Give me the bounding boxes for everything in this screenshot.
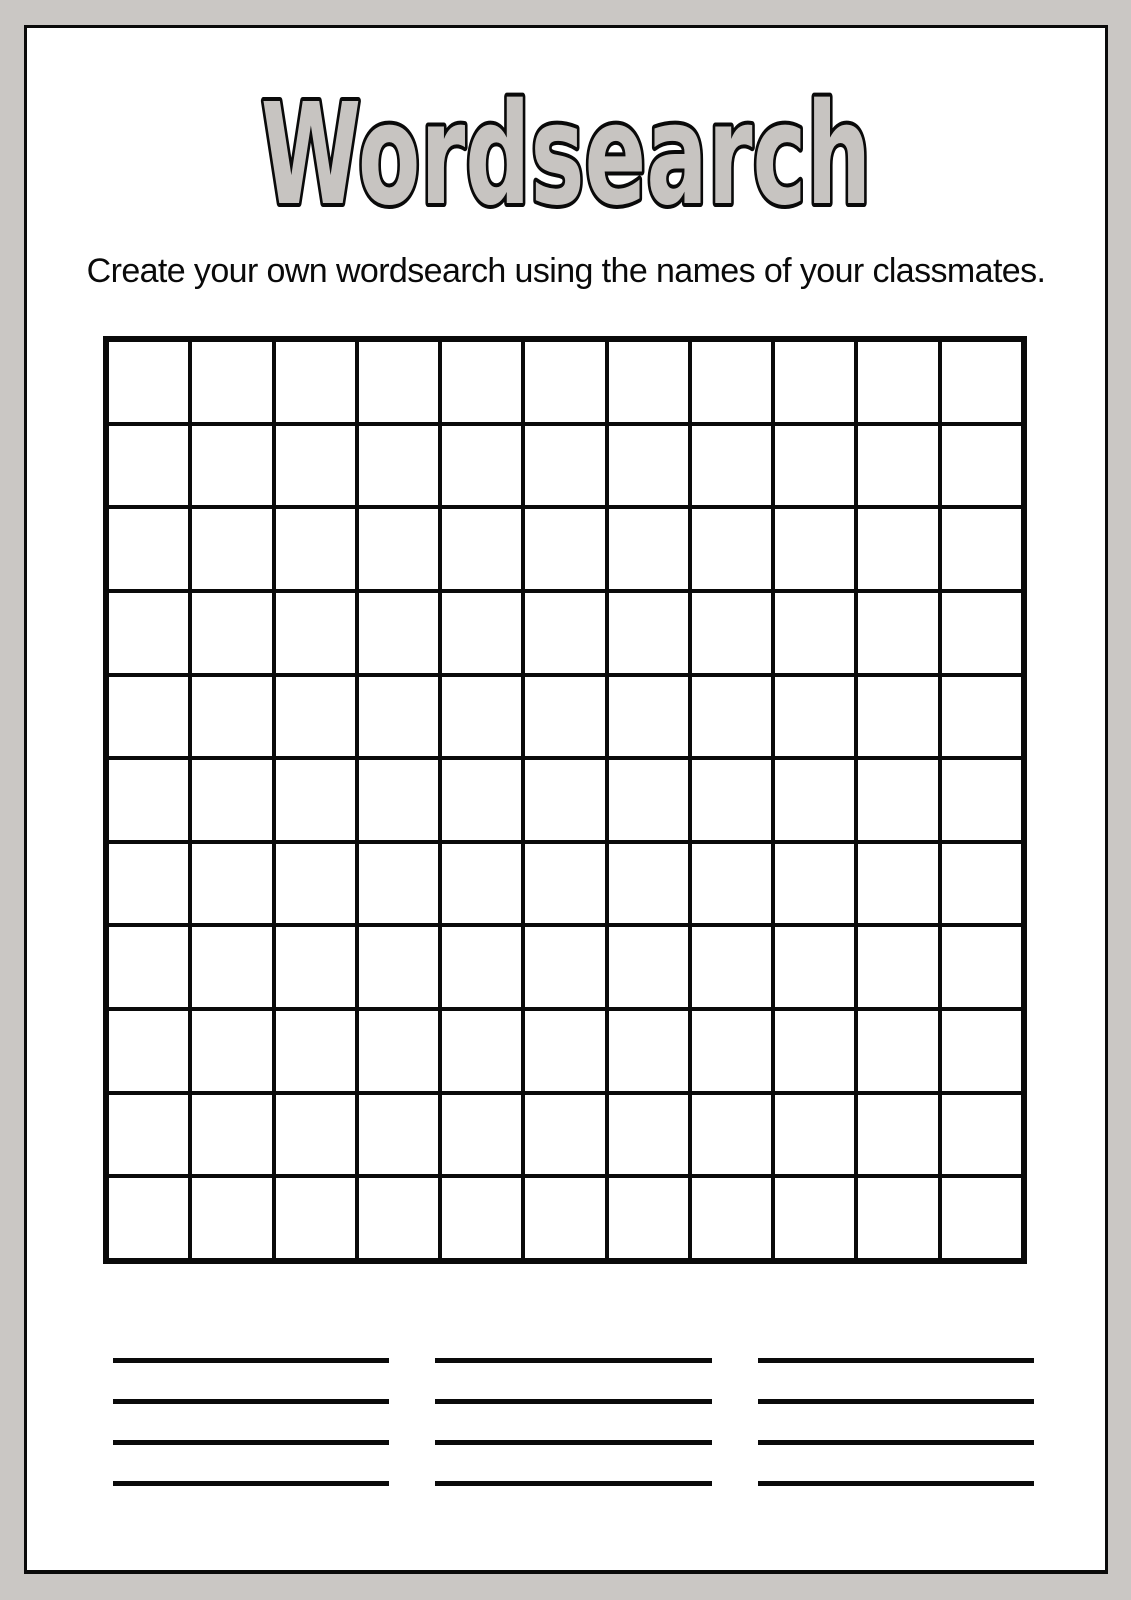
grid-cell xyxy=(192,1095,271,1175)
grid-cell xyxy=(525,342,604,422)
grid-cell xyxy=(192,927,271,1007)
grid-cell xyxy=(192,760,271,840)
answer-line xyxy=(435,1358,711,1363)
grid-cell xyxy=(442,342,521,422)
grid-cell xyxy=(359,593,438,673)
grid-cell xyxy=(609,1095,688,1175)
grid-cell xyxy=(525,593,604,673)
grid-cell xyxy=(858,1011,937,1091)
grid-cell xyxy=(858,1178,937,1258)
grid-cell xyxy=(858,760,937,840)
grid-cell xyxy=(442,1011,521,1091)
grid-cell xyxy=(109,509,188,589)
grid-cell xyxy=(775,1095,854,1175)
grid-cell xyxy=(609,844,688,924)
grid-cell xyxy=(192,1178,271,1258)
grid-cell xyxy=(609,509,688,589)
grid-cell xyxy=(525,927,604,1007)
grid-cell xyxy=(692,1178,771,1258)
grid-cell xyxy=(276,844,355,924)
grid-cell xyxy=(109,1095,188,1175)
grid-cell xyxy=(858,593,937,673)
answer-line xyxy=(113,1358,389,1363)
grid-cell xyxy=(858,927,937,1007)
grid-cell xyxy=(692,677,771,757)
wordsearch-grid xyxy=(103,336,1027,1264)
answer-line xyxy=(758,1440,1034,1445)
grid-cell xyxy=(525,426,604,506)
answer-line xyxy=(435,1440,711,1445)
grid-cell xyxy=(359,509,438,589)
grid-cell xyxy=(109,593,188,673)
grid-cell xyxy=(775,1178,854,1258)
grid-cell xyxy=(525,760,604,840)
grid-cell xyxy=(276,1011,355,1091)
grid-cell xyxy=(692,593,771,673)
grid-cell xyxy=(609,342,688,422)
grid-cell xyxy=(442,426,521,506)
grid-cell xyxy=(109,677,188,757)
answer-line xyxy=(758,1399,1034,1404)
grid-cell xyxy=(692,1095,771,1175)
grid-cell xyxy=(359,1178,438,1258)
grid-cell xyxy=(942,1011,1021,1091)
grid-cell xyxy=(192,426,271,506)
grid-cell xyxy=(525,677,604,757)
grid-cell xyxy=(775,760,854,840)
grid-cell xyxy=(692,426,771,506)
grid-cell xyxy=(276,677,355,757)
grid-cell xyxy=(192,1011,271,1091)
grid-cell xyxy=(276,1178,355,1258)
grid-cell xyxy=(775,927,854,1007)
grid-cell xyxy=(525,844,604,924)
grid-cell xyxy=(775,1011,854,1091)
grid-cell xyxy=(692,509,771,589)
grid-cell xyxy=(359,677,438,757)
answer-line xyxy=(113,1481,389,1486)
grid-cell xyxy=(442,1095,521,1175)
answer-lines xyxy=(113,1358,1034,1486)
answer-line xyxy=(113,1399,389,1404)
grid-cell xyxy=(609,760,688,840)
grid-cell xyxy=(109,426,188,506)
grid-cell xyxy=(192,844,271,924)
grid-cell xyxy=(359,927,438,1007)
grid-cell xyxy=(609,1011,688,1091)
answer-line xyxy=(435,1399,711,1404)
grid-cell xyxy=(276,927,355,1007)
grid-cell xyxy=(276,426,355,506)
grid-cell xyxy=(609,1178,688,1258)
grid-cell xyxy=(609,593,688,673)
grid-cell xyxy=(942,844,1021,924)
grid-cell xyxy=(692,844,771,924)
grid-cell xyxy=(359,342,438,422)
grid-cell xyxy=(442,1178,521,1258)
grid-cell xyxy=(858,342,937,422)
grid-cell xyxy=(609,677,688,757)
grid-cell xyxy=(192,509,271,589)
grid-cell xyxy=(109,1178,188,1258)
answer-line xyxy=(113,1440,389,1445)
grid-cell xyxy=(276,342,355,422)
grid-cell xyxy=(858,426,937,506)
grid-cell xyxy=(109,927,188,1007)
answer-line xyxy=(435,1481,711,1486)
grid-cell xyxy=(276,509,355,589)
grid-cell xyxy=(775,593,854,673)
grid-cell xyxy=(109,1011,188,1091)
answer-line xyxy=(758,1481,1034,1486)
grid-cell xyxy=(942,927,1021,1007)
grid-cell xyxy=(525,1011,604,1091)
grid-cell xyxy=(276,760,355,840)
grid-cell xyxy=(858,509,937,589)
answer-line xyxy=(758,1358,1034,1363)
grid-cell xyxy=(942,760,1021,840)
grid-cell xyxy=(942,1178,1021,1258)
grid-cell xyxy=(525,509,604,589)
grid-cell xyxy=(192,593,271,673)
grid-cell xyxy=(775,426,854,506)
grid-cell xyxy=(442,509,521,589)
grid-cell xyxy=(359,760,438,840)
page-title-text: Wordsearch xyxy=(260,72,872,237)
grid-cell xyxy=(359,1095,438,1175)
grid-cell xyxy=(109,844,188,924)
grid-cell xyxy=(858,677,937,757)
grid-cell xyxy=(609,426,688,506)
grid-cell xyxy=(276,593,355,673)
grid-cell xyxy=(525,1095,604,1175)
grid-cell xyxy=(858,844,937,924)
grid-cell xyxy=(692,1011,771,1091)
grid-cell xyxy=(775,844,854,924)
instruction-text: Create your own wordsearch using the names of your classmates. xyxy=(86,252,1046,290)
grid-cell xyxy=(942,1095,1021,1175)
grid-cell xyxy=(442,844,521,924)
grid-cell xyxy=(359,844,438,924)
grid-cell xyxy=(192,677,271,757)
grid-cell xyxy=(942,593,1021,673)
grid-cell xyxy=(525,1178,604,1258)
grid-cell xyxy=(692,342,771,422)
grid-cell xyxy=(942,342,1021,422)
grid-cell xyxy=(775,677,854,757)
grid-cell xyxy=(276,1095,355,1175)
grid-cell xyxy=(359,426,438,506)
grid-cell xyxy=(775,342,854,422)
grid-cell xyxy=(359,1011,438,1091)
page-title xyxy=(24,58,1108,237)
grid-cell xyxy=(442,927,521,1007)
grid-cell xyxy=(442,677,521,757)
grid-cell xyxy=(858,1095,937,1175)
grid-cell xyxy=(942,677,1021,757)
grid-cell xyxy=(609,927,688,1007)
grid-cell xyxy=(775,509,854,589)
grid-cell xyxy=(192,342,271,422)
grid-cell xyxy=(442,593,521,673)
grid-cell xyxy=(692,927,771,1007)
grid-cell xyxy=(442,760,521,840)
grid-cell xyxy=(109,760,188,840)
grid-cell xyxy=(942,426,1021,506)
grid-cell xyxy=(942,509,1021,589)
grid-cell xyxy=(692,760,771,840)
grid-cell xyxy=(109,342,188,422)
